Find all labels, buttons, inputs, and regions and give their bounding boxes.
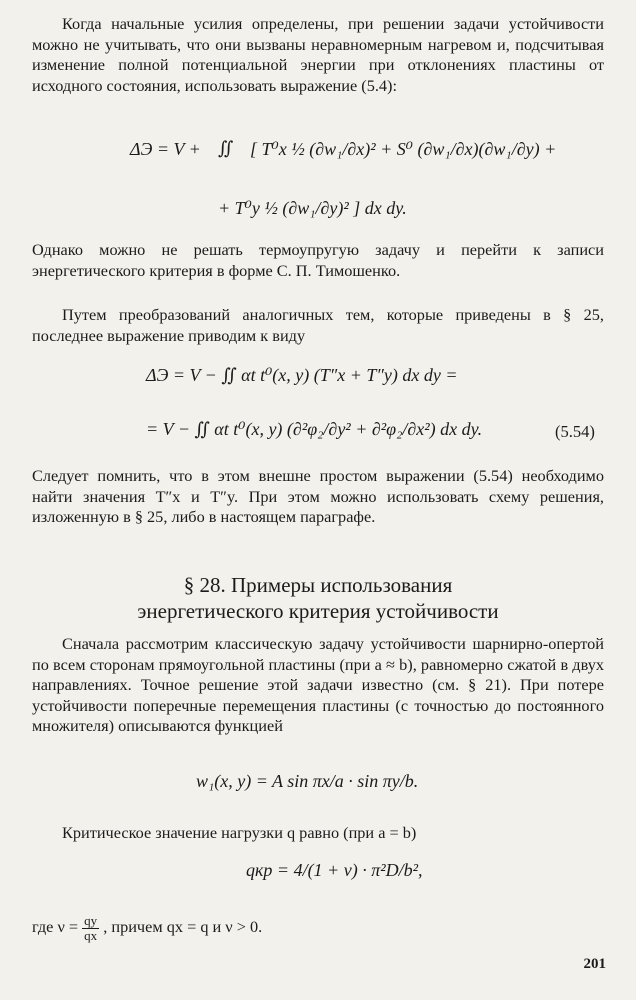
equation-554-line1: ΔЭ = V − ∬ αt t⁰(x, y) (T″x + T″y) dx dy = [146,365,458,385]
nu-fraction [82,914,99,943]
section-heading-line1: § 28. Примеры использования [183,573,453,597]
paragraph-nu-definition [32,914,604,943]
equation-energy-integral: ∬ [218,138,234,158]
paragraph-thermoelastic: Однако можно не решать термоупругую задачу и перейти к записи энергетического критерия в форме С. П. Тимошенко. [32,240,604,280]
equation-energy-line2: + T⁰y ½ (∂w₁/∂y)² ] dx dy. [218,198,407,218]
equation-554-line2: = V − ∬ αt t⁰(x, y) (∂²φ₂/∂y² + ∂²φ₂/∂x²) dx dy. [146,419,483,439]
nu-fraction-denominator: qx [84,928,98,943]
paragraph-intro: Когда начальные усилия определены, при решении задачи устойчивости можно не учитывать, что они вызваны неравномерным нагревом и, подсчитывая изменение полной потенциальной энергии при отклонениях пластины от исходного состояния, использовать выражение (5.4): [32,14,604,95]
paragraph-transform: Путем преобразований аналогичных тем, которые приведены в § 25, последнее выражение приводим к виду [32,305,604,345]
section-heading-line2: энергетического критерия устойчивости [137,599,499,623]
nu-fraction-numerator: qy [84,913,98,928]
equation-energy-line1: ΔЭ = V + [130,139,201,159]
equation-number-554: (5.54) [555,422,595,441]
paragraph-remember: Следует помнить, что в этом внешне простом выражении (5.54) необходимо найти значения T″x и T″y. При этом можно использовать схему решения, изложенную в § 25, либо в настоящем параграфе. [32,466,604,527]
nu-definition-prefix: где ν = [32,917,83,937]
equation-critical-load: qкр = 4/(1 + ν) · π²D/b², [246,860,423,880]
equation-deflection: w₁(x, y) = A sin πx/a · sin πy/b. [196,771,419,791]
paragraph-critical-load: Критическое значение нагрузки q равно (при a = b) [62,823,417,842]
nu-definition-suffix: , причем qx = q и ν > 0. [103,917,263,937]
equation-energy-body: [ T⁰x ½ (∂w₁/∂x)² + S⁰ (∂w₁/∂x)(∂w₁/∂y) + [250,139,557,159]
paragraph-classical-problem: Сначала рассмотрим классическую задачу устойчивости шарнирно-опертой по всем сторонам прямоугольной пластины (при a ≈ b), равномерно сжатой в двух направлениях. Точное решение этой задачи известно (см. § 21). При потере устойчивости поперечные перемещения пластины (с точностью до постоянного множителя) описываются функцией [32,634,604,736]
page-number: 201 [583,956,606,972]
